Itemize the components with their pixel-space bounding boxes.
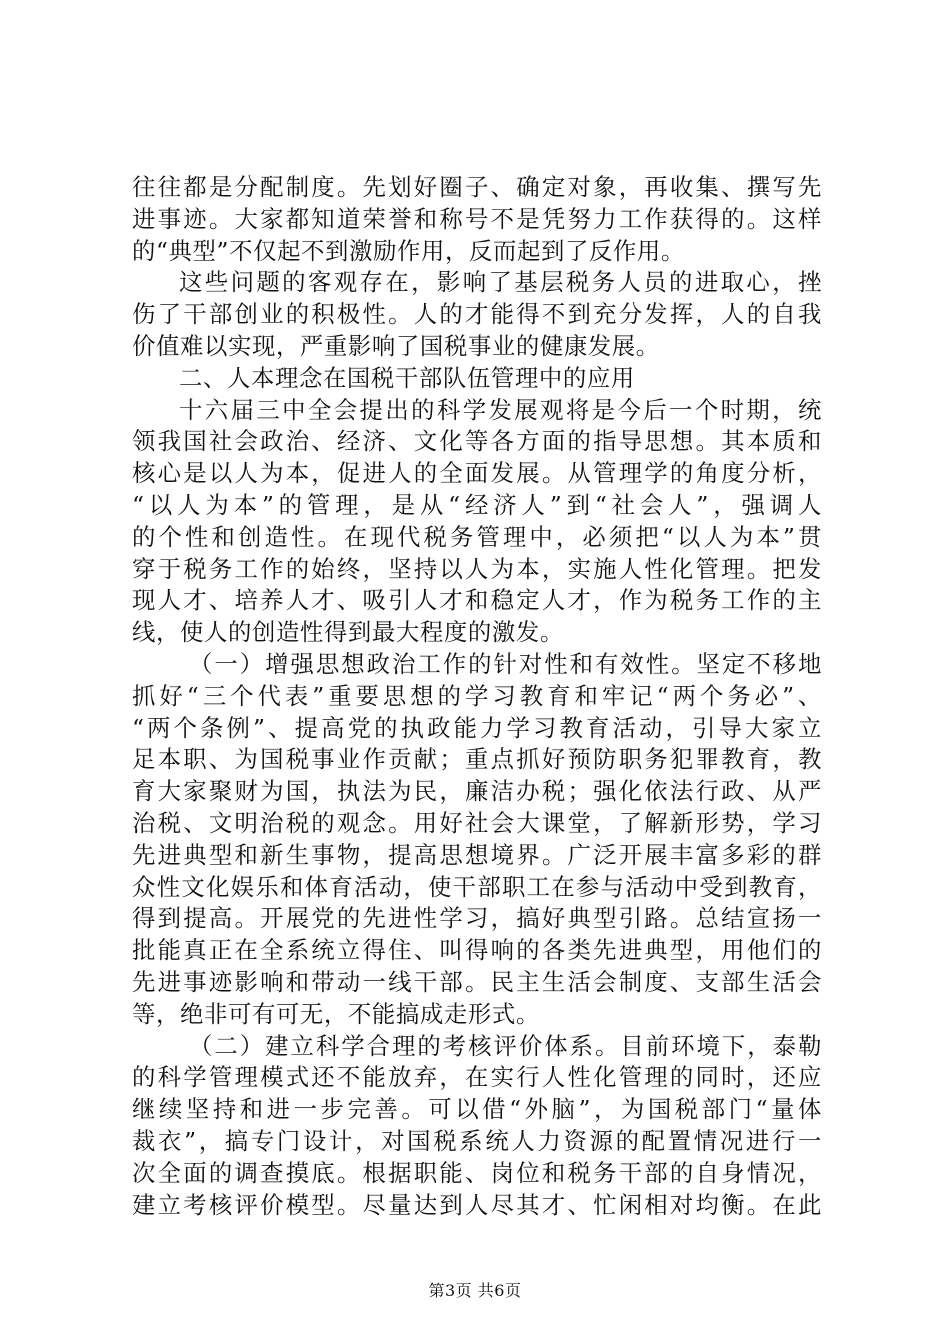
text-line: 核心是以人为本，促进人的全面发展。从管理学的角度分析， [132,459,822,488]
paragraph-4 [132,649,822,1031]
heading-text: 二、人本理念在国税干部队伍管理中的应用 [179,363,635,392]
text-line: 领我国社会政治、经济、文化等各方面的指导思想。其本质和 [132,427,822,456]
text-line: 十六届三中全会提出的科学发展观将是今后一个时期，统 [179,395,822,424]
text-line: 先进典型和新生事物，提高思想境界。广泛开展丰富多彩的群 [132,840,822,869]
text-line: （二）建立科学合理的考核评价体系。目前环境下，泰勒 [189,1031,822,1060]
text-line: 等，绝非可有可无，不能搞成走形式。 [132,999,540,1028]
paragraph-2 [132,267,822,362]
text-line: 继续坚持和进一步完善。可以借“外脑”，为国税部门“量体 [132,1095,822,1124]
text-line: 先进事迹影响和带动一线干部。民主生活会制度、支部生活会 [132,967,822,996]
text-line: 次全面的调查摸底。根据职能、岗位和税务干部的自身情况， [132,1158,822,1187]
text-line: 的科学管理模式还不能放弃，在实行人性化管理的同时，还应 [132,1063,822,1092]
text-line: 得到提高。开展党的先进性学习，搞好典型引路。总结宣扬一 [132,904,822,933]
text-line: 往往都是分配制度。先划好圈子、确定对象，再收集、撰写先 [132,173,822,201]
text-line: 伤了干部创业的积极性。人的才能得不到充分发挥，人的自我 [132,300,822,329]
page-footer [0,1281,950,1301]
paragraph-3 [132,395,822,649]
page-number: 第3页 共6页 [428,1281,522,1300]
text-line: 价值难以实现，严重影响了国税事业的健康发展。 [132,331,660,360]
section-heading [132,363,822,395]
text-line: 建立考核评价模型。尽量达到人尽其才、忙闲相对均衡。在此 [132,1190,822,1219]
paragraph-5 [132,1031,822,1222]
text-line: 治税、文明治税的观念。用好社会大课堂，了解新形势，学习 [132,808,822,837]
text-line: 的个性和创造性。在现代税务管理中，必须把“以人为本”贯 [132,522,822,551]
text-line: 穿于税务工作的始终，坚持以人为本，实施人性化管理。把发 [132,554,822,583]
text-line: 裁衣”，搞专门设计，对国税系统人力资源的配置情况进行一 [132,1126,822,1155]
text-line: 足本职、为国税事业作贡献；重点抓好预防职务犯罪教育，教 [132,745,822,774]
paragraph-1 [132,172,822,267]
text-line: 进事迹。大家都知道荣誉和称号不是凭努力工作获得的。这样 [132,204,822,233]
text-line: 抓好“三个代表”重要思想的学习教育和牢记“两个务必”、 [132,681,822,710]
text-line: 线，使人的创造性得到最大程度的激发。 [132,618,564,647]
text-line: （一）增强思想政治工作的针对性和有效性。坚定不移地 [189,649,822,678]
text-line: 众性文化娱乐和体育活动，使干部职工在参与活动中受到教育， [132,872,822,901]
text-line: 批能真正在全系统立得住、叫得响的各类先进典型，用他们的 [132,936,822,965]
document-body [132,172,822,1221]
text-line: 的“典型”不仅起不到激励作用，反而起到了反作用。 [132,236,685,265]
text-line: 育大家聚财为国，执法为民，廉洁办税；强化依法行政、从严 [132,777,822,806]
text-line: “以人为本”的管理，是从“经济人”到“社会人”，强调人 [132,490,822,519]
text-line: “两个条例”、提高党的执政能力学习教育活动，引导大家立 [132,713,822,742]
text-line: 这些问题的客观存在，影响了基层税务人员的进取心，挫 [179,268,822,297]
text-line: 现人才、培养人才、吸引人才和稳定人才，作为税务工作的主 [132,586,822,615]
